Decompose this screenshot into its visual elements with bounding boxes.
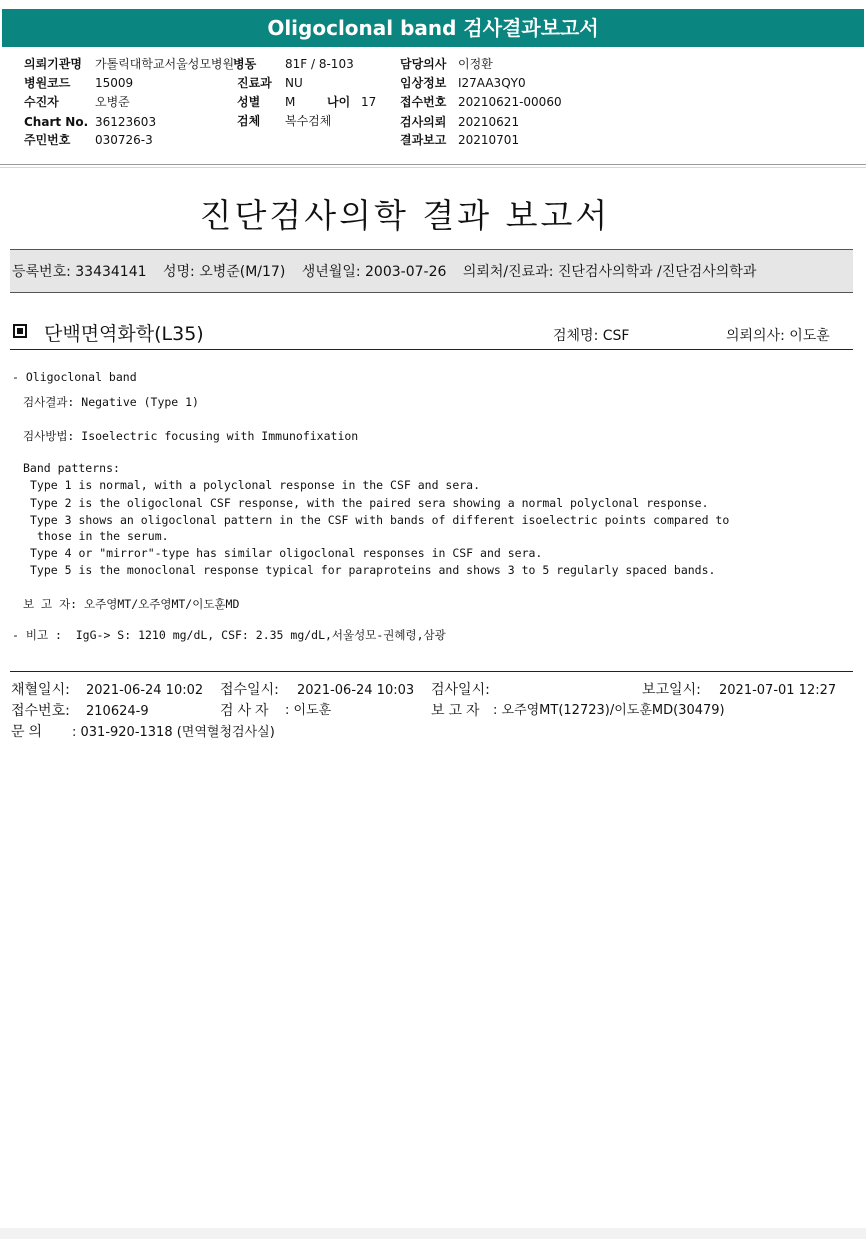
specimen-name: 검체명: CSF <box>553 328 630 344</box>
header-divider <box>0 164 866 165</box>
patient-info-bar <box>10 249 853 293</box>
pattern-type-1: Type 1 is normal, with a polyclonal response in the CSF and sera. <box>30 478 481 492</box>
report-datetime-label: 보고일시: <box>642 682 701 698</box>
physician-label: 담당의사 <box>400 57 447 71</box>
request-value: 20210621 <box>458 115 520 129</box>
inquiry-label: 문의 <box>11 724 47 740</box>
id-label: 주민번호 <box>24 133 71 147</box>
reporter-label: 보고자 <box>431 703 484 719</box>
dept-value: NU <box>285 76 303 90</box>
institution-value: 가톨릭대학교서울성모병원 <box>95 57 235 71</box>
collection-datetime-value: 2021-06-24 10:02 <box>86 683 204 698</box>
id-value: 030726-3 <box>95 133 153 147</box>
hospital-code-value: 15009 <box>95 76 134 90</box>
inquiry-value: : 031-920-1318 (면역혈청검사실) <box>72 725 275 740</box>
patient-label: 수진자 <box>24 95 59 109</box>
section-title: 단백면역화학(L35) <box>44 323 204 345</box>
reporter-line: 보 고 자: 오주영MT/오주영MT/이도훈MD <box>23 597 240 611</box>
sex-label: 성별 <box>237 95 261 109</box>
header-divider-light <box>0 167 866 168</box>
patient-name: 성명: 오병준(M/17) <box>162 264 286 280</box>
report-datetime-value: 2021-07-01 12:27 <box>719 683 837 698</box>
registration-number: 등록번호: 33434141 <box>12 264 147 280</box>
pattern-type-2: Type 2 is the oligoclonal CSF response, with the paired sera showing a normal polyclonal response. <box>30 496 709 510</box>
chart-value: 36123603 <box>95 115 157 129</box>
receipt-datetime-value: 2021-06-24 10:03 <box>297 683 415 698</box>
tester-label: 검사자 <box>220 703 273 719</box>
tester-value: : 이도훈 <box>285 703 332 718</box>
specimen-value: 복수검체 <box>285 114 332 128</box>
referring-department: 의뢰처/진료과: 진단검사의학과 /진단검사의학과 <box>462 264 757 280</box>
chart-label: Chart No. <box>24 115 89 129</box>
test-result: 검사결과: Negative (Type 1) <box>23 395 199 409</box>
pattern-type-3: Type 3 shows an oligoclonal pattern in the CSF with bands of different isoelectric points compared to <box>30 513 730 527</box>
physician-value: 이정환 <box>458 57 493 71</box>
sex-value: M <box>285 95 296 109</box>
test-name: - Oligoclonal band <box>12 370 137 384</box>
clinical-info-label: 임상정보 <box>400 76 447 90</box>
institution-label: 의뢰기관명 <box>24 57 82 71</box>
age-value: 17 <box>361 95 377 109</box>
footer-divider <box>10 671 853 672</box>
band-patterns-heading: Band patterns: <box>23 461 120 475</box>
receipt-datetime-label: 접수일시: <box>220 682 279 698</box>
patient-value: 오병준 <box>95 95 130 109</box>
requesting-doctor: 의뢰의사: 이도훈 <box>726 328 830 344</box>
date-of-birth: 생년월일: 2003-07-26 <box>301 264 447 280</box>
result-report-label: 결과보고 <box>400 133 447 147</box>
result-report-value: 20210701 <box>458 133 520 147</box>
age-label: 나이 <box>327 95 351 109</box>
pattern-type-3-cont: those in the serum. <box>37 529 169 543</box>
ward-value: 81F / 8-103 <box>285 57 354 71</box>
specimen-label: 검체 <box>237 114 261 128</box>
ward-label: 병동 <box>233 57 257 71</box>
section-header <box>10 321 853 350</box>
main-title: 진단검사의학 결과 보고서 <box>199 196 611 235</box>
receipt-number-value: 210624-9 <box>86 704 149 719</box>
report-title-bar: Oligoclonal band 검사결과보고서 <box>2 9 864 47</box>
remarks-line: - 비고 : IgG-> S: 1210 mg/dL, CSF: 2.35 mg/dL,서울성모-권혜령,삼광 <box>12 628 446 642</box>
pattern-type-5: Type 5 is the monoclonal response typical for paraproteins and shows 3 to 5 regularly spaced bands. <box>30 563 716 577</box>
dept-label: 진료과 <box>237 76 272 90</box>
clinical-info-value: I27AA3QY0 <box>458 76 526 90</box>
square-bullet-icon <box>13 324 27 338</box>
pattern-type-4: Type 4 or "mirror"-type has similar oligoclonal responses in CSF and sera. <box>30 546 543 560</box>
collection-datetime-label: 채혈일시: <box>11 682 70 698</box>
receipt-no-label: 접수번호 <box>400 95 447 109</box>
request-label: 검사의뢰 <box>400 115 447 129</box>
reporter-value: : 오주영MT(12723)/이도훈MD(30479) <box>493 703 725 718</box>
receipt-number-label: 접수번호: <box>11 703 70 719</box>
test-method: 검사방법: Isoelectric focusing with Immunofixation <box>23 429 359 443</box>
receipt-no-value: 20210621-00060 <box>458 95 562 109</box>
hospital-code-label: 병원코드 <box>24 76 71 90</box>
test-datetime-label: 검사일시: <box>431 682 490 698</box>
